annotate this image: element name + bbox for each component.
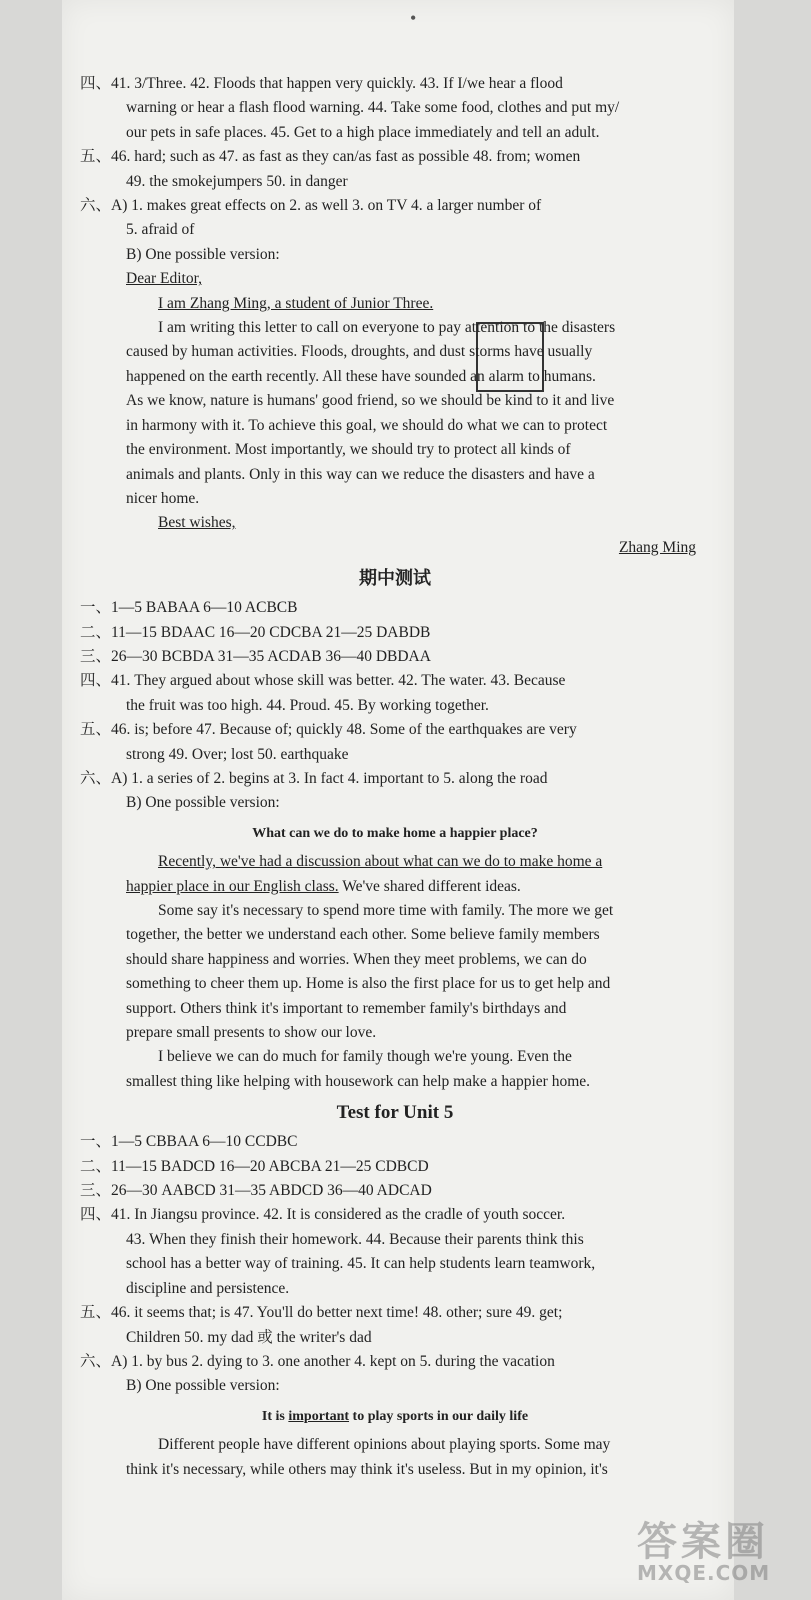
unit5-line-2: 二、11—15 BADCD 16—20 ABCBA 21—25 CDBCD bbox=[80, 1157, 429, 1175]
midterm-essay-line-7: support. Others think it's important to remember family's birthdays and bbox=[126, 999, 567, 1017]
midterm-line-6: 五、46. is; before 47. Because of; quickly 48. Some of the earthquakes are very bbox=[80, 721, 577, 739]
midterm-essay-line-6: something to cheer them up. Home is also the first place for us to get help and bbox=[126, 975, 611, 993]
sec1-line-1: 四、41. 3/Three. 42. Floods that happen very quickly. 43. If I/we hear a flood bbox=[80, 75, 563, 92]
midterm-essay-title: What can we do to make home a happier place? bbox=[252, 825, 538, 841]
watermark-cn: 答案圈 bbox=[637, 1519, 769, 1565]
unit5-essay-title-a: It is bbox=[261, 1408, 289, 1424]
midterm-essay-line-8: prepare small presents to show our love. bbox=[126, 1024, 377, 1042]
sec1-line-8: B) One possible version: bbox=[126, 245, 280, 263]
unit5-line-1: 一、1—5 CBBAA 6—10 CCDBC bbox=[80, 1133, 298, 1151]
unit5-line-10: 六、A) 1. by bus 2. dying to 3. one another 4. kept on 5. during the vacation bbox=[80, 1352, 555, 1370]
letter-line-1: I am writing this letter to call on everyone to pay attention to the disasters bbox=[158, 319, 616, 337]
letter-intro: I am Zhang Ming, a student of Junior Three. bbox=[158, 294, 434, 312]
unit5-essay-line-2: think it's necessary, while others may think it's useless. But in my opinion, it's bbox=[126, 1460, 608, 1478]
midterm-essay-line-3: Some say it's necessary to spend more time with family. The more we get bbox=[158, 902, 614, 919]
letter-line-2: caused by human activities. Floods, droughts, and dust storms have usually bbox=[126, 343, 593, 361]
midterm-essay-rest: We've shared different ideas. bbox=[338, 877, 521, 895]
unit5-essay-title bbox=[80, 1405, 710, 1429]
unit5-line-3: 三、26—30 AABCD 31—35 ABDCD 36—40 ADCAD bbox=[80, 1182, 432, 1200]
midterm-line-7: strong 49. Over; lost 50. earthquake bbox=[126, 745, 349, 763]
unit5-line-7: discipline and persistence. bbox=[126, 1279, 290, 1297]
midterm-essay-line-1: Recently, we've had a discussion about what can we do to make home a bbox=[158, 853, 603, 871]
unit5-line-4: 四、41. In Jiangsu province. 42. It is considered as the cradle of youth soccer. bbox=[80, 1206, 566, 1224]
midterm-line-1: 一、1—5 BABAA 6—10 ACBCB bbox=[80, 599, 298, 617]
midterm-line-2: 二、11—15 BDAAC 16—20 CDCBA 21—25 DABDB bbox=[80, 623, 431, 641]
unit5-essay-title-b: to play sports in our daily life bbox=[349, 1408, 529, 1424]
midterm-essay-line-10: smallest thing like helping with housework can help make a happier home. bbox=[126, 1072, 591, 1090]
midterm-essay-line-4: together, the better we understand each other. Some believe family members bbox=[126, 926, 600, 944]
letter-line-4: As we know, nature is humans' good friend, so we should be kind to it and live bbox=[126, 392, 615, 410]
unit5-line-6: school has a better way of training. 45. It can help students learn teamwork, bbox=[126, 1255, 596, 1273]
midterm-essay-line-9: I believe we can do much for family though we're young. Even the bbox=[158, 1048, 572, 1066]
watermark-logo bbox=[637, 1510, 807, 1588]
sec1-line-7: 5. afraid of bbox=[126, 221, 195, 239]
midterm-line-5: the fruit was too high. 44. Proud. 45. By working together. bbox=[126, 696, 489, 714]
midterm-essay-line-5: should share happiness and worries. When they meet problems, we can do bbox=[126, 950, 587, 968]
unit5-line-9: Children 50. my dad 或 the writer's dad bbox=[126, 1328, 372, 1346]
letter-signature: Zhang Ming bbox=[618, 538, 696, 556]
sec1-line-6: 六、A) 1. makes great effects on 2. as well 3. on TV 4. a larger number of bbox=[80, 197, 542, 215]
unit5-title: Test for Unit 5 bbox=[336, 1102, 454, 1124]
watermark-en: MXQE.COM bbox=[637, 1561, 771, 1585]
letter-greeting: Dear Editor, bbox=[126, 270, 202, 288]
unit5-line-11: B) One possible version: bbox=[126, 1377, 280, 1395]
unit5-line-5: 43. When they finish their homework. 44. Because their parents think this bbox=[126, 1230, 584, 1248]
unit5-essay-line-1: Different people have different opinions about playing sports. Some may bbox=[158, 1436, 611, 1454]
sec1-line-5: 49. the smokejumpers 50. in danger bbox=[126, 172, 348, 190]
answer-document bbox=[80, 72, 710, 1482]
midterm-title: 期中测试 bbox=[359, 568, 431, 590]
midterm-line-3: 三、26—30 BCBDA 31—35 ACDAB 36—40 DBDAA bbox=[80, 647, 431, 665]
sec1-line-4: 五、46. hard; such as 47. as fast as they can/as fast as possible 48. from; women bbox=[80, 148, 581, 166]
sec1-line-3: our pets in safe places. 45. Get to a high place immediately and tell an adult. bbox=[126, 123, 600, 141]
letter-closing: Best wishes, bbox=[158, 514, 236, 532]
letter-line-5: in harmony with it. To achieve this goal, we should do what we can to protect bbox=[126, 416, 608, 434]
midterm-essay-underlined: happier place in our English class. bbox=[126, 877, 339, 895]
midterm-line-8: 六、A) 1. a series of 2. begins at 3. In fact 4. important to 5. along the road bbox=[80, 769, 548, 787]
unit5-line-8: 五、46. it seems that; is 47. You'll do better next time! 48. other; sure 49. get; bbox=[80, 1304, 563, 1322]
letter-line-6: the environment. Most importantly, we should try to protect all kinds of bbox=[126, 441, 571, 459]
letter-line-7: animals and plants. Only in this way can we reduce the disasters and have a bbox=[126, 465, 595, 483]
top-mark: • bbox=[410, 8, 417, 28]
midterm-line-9: B) One possible version: bbox=[126, 794, 280, 812]
unit5-essay-title-underlined: important bbox=[288, 1408, 350, 1424]
midterm-essay-line-2 bbox=[80, 875, 710, 899]
letter-line-8: nicer home. bbox=[126, 489, 200, 507]
sec1-line-2: warning or hear a flash flood warning. 44. Take some food, clothes and put my/ bbox=[126, 99, 620, 117]
letter-line-3: happened on the earth recently. All these have sounded an alarm to humans. bbox=[126, 367, 596, 385]
midterm-line-4: 四、41. They argued about whose skill was better. 42. The water. 43. Because bbox=[80, 672, 566, 690]
